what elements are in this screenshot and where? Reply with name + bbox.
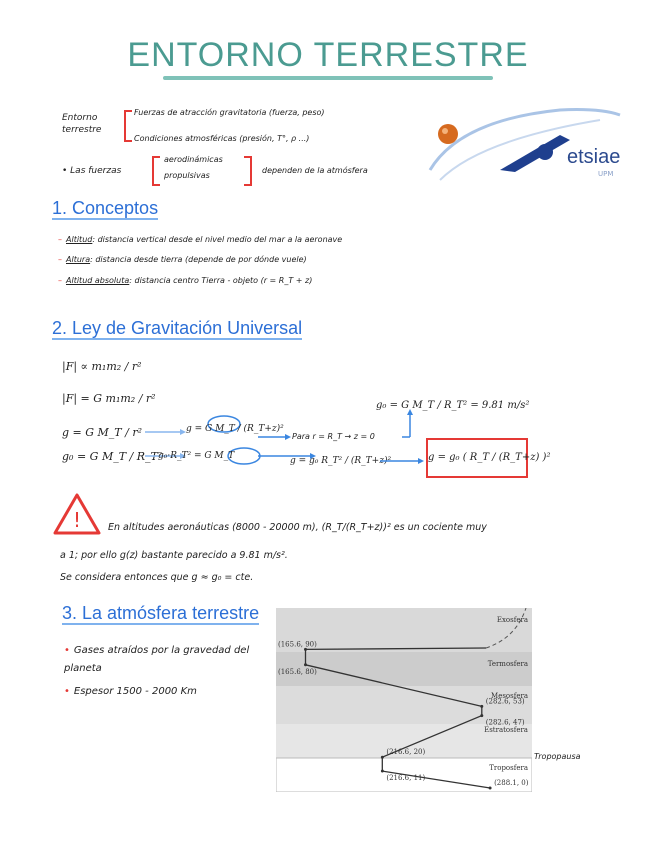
intro-item-2: Condiciones atmosféricas (presión, T°, ρ ...)	[134, 134, 310, 143]
concept-altura: – Altura: distancia desde tierra (depende de por dónde vuele)	[58, 255, 307, 264]
warning-line-3: Se considera entonces que g ≈ g₀ = cte.	[60, 572, 254, 583]
profile-point-label: (282.6, 53)	[485, 697, 525, 706]
profile-point	[381, 770, 384, 773]
layer-label: Exosfera	[496, 616, 528, 624]
profile-point-label: (165.6, 80)	[278, 667, 317, 676]
forces-b: propulsivas	[164, 171, 210, 180]
page-title: ENTORNO TERRESTRE	[127, 36, 529, 74]
atmosphere-chart	[276, 608, 532, 792]
profile-point	[480, 714, 483, 717]
intro-label: Entorno terrestre	[62, 113, 102, 135]
equation-5-note: Para r = R_T → z = 0	[292, 432, 375, 441]
section-2-heading: 2. Ley de Gravitación Universal	[52, 318, 303, 338]
section-1-heading: 1. Conceptos	[52, 198, 159, 218]
title-underline	[163, 76, 493, 80]
layer-label: Mesosfera	[491, 692, 528, 700]
forces-prefix: • Las fuerzas	[62, 166, 122, 176]
concept-altitud: – Altitud: distancia vertical desde el nivel medio del mar a la aeronave	[58, 235, 343, 244]
atmosphere-bullet-1: • Gases atraídos por la gravedad del planeta	[64, 645, 250, 674]
warning-line-2: a 1; por ello g(z) bastante parecido a 9.81 m/s².	[60, 550, 288, 561]
concept-altitud-absoluta: – Altitud absoluta: distancia centro Tierra - objeto (r = R_T + z)	[58, 276, 313, 285]
forces-suffix: dependen de la atmósfera	[262, 166, 368, 175]
equation-6: g = g₀ R_T² / (R_T+z)²	[290, 456, 392, 466]
arrow-to-boxed	[380, 456, 426, 466]
equation-4: g₀ = G M_T / R_T²	[62, 450, 163, 463]
layer-label: Termosfera	[487, 660, 528, 668]
equation-5: g₀ = G M_T / R_T² = 9.81 m/s²	[376, 400, 530, 411]
atmosphere-bullet-2: • Espesor 1500 - 2000 Km	[64, 686, 197, 697]
forces-a: aerodinámicas	[164, 155, 223, 164]
boxed-equation: g = g₀ ( R_T / (R_T+z) )²	[426, 438, 528, 478]
profile-point-label: (288.1, 0)	[494, 779, 529, 787]
forces-brace-right	[244, 156, 252, 186]
equation-3b: g = G M_T / (R_T+z)²	[186, 424, 284, 434]
warning-icon	[52, 492, 102, 536]
gravity-arrows	[140, 400, 420, 480]
logo-text: etsiae	[567, 146, 621, 168]
layer-label: Troposfera	[489, 764, 528, 772]
svg-text:!: !	[72, 508, 82, 532]
profile-point	[304, 663, 307, 666]
intro-brace	[124, 110, 132, 142]
equation-3: g = G M_T / r²	[62, 426, 143, 439]
profile-point	[489, 787, 492, 790]
layer-label: Estratosfera	[484, 726, 528, 734]
profile-point-label: (216.6, 20)	[386, 748, 426, 757]
equation-1: |F| ∝ m₁m₂ / r²	[62, 360, 142, 373]
forces-brace-left	[152, 156, 160, 186]
profile-point	[480, 705, 483, 708]
logo-sub: UPM	[598, 170, 614, 178]
profile-point	[381, 756, 384, 759]
profile-point-label: (282.6, 47)	[485, 718, 525, 727]
profile-point-label: (165.6, 90)	[278, 640, 317, 649]
profile-point-label: (216.6, 11)	[386, 774, 426, 783]
intro-item-1: Fuerzas de atracción gravitatoria (fuerza, peso)	[134, 108, 325, 117]
equation-2: |F| = G m₁m₂ / r²	[62, 392, 156, 405]
warning-line-1: En altitudes aeronáuticas (8000 - 20000 m), (R_T/(R_T+z))² es un cociente muy	[108, 522, 487, 533]
equation-4b: g₀·R_T² = G M_T	[158, 451, 235, 461]
tropopausa-label: Tropopausa	[534, 752, 581, 761]
section-3-heading: 3. La atmósfera terrestre	[62, 603, 260, 623]
